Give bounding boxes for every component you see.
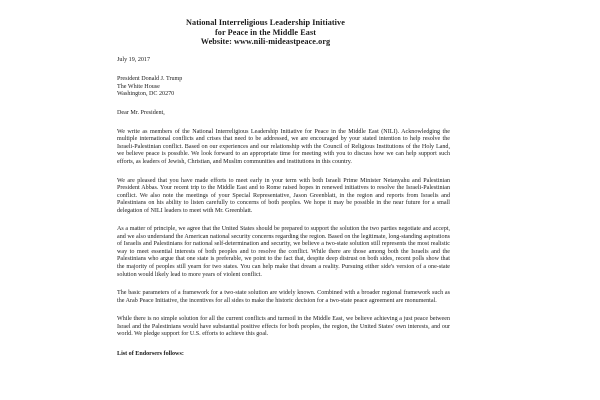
date-line: July 19, 2017 xyxy=(117,56,151,63)
body-paragraph: We are pleased that you have made efforts to meet early in your term with both Israeli Prime Minister Netanyahu and Palestinian President Abbas. Your recent trip to the Middle East and to Rome raised hopes in renewed initiatives to resolve the Israeli-Palestinian conflict. We also note the meetings of your Special Representative, Jason Greenblatt, in the region and reports from Israelis and Palestinians on his ability to listen carefully to concerns of both peoples. We hope it may be possible in the near future for a small delegation of NILI leaders to meet with Mr. Greenblatt. xyxy=(117,177,450,214)
body-paragraph: We write as members of the National Interreligious Leadership Initiative for Peace in the Middle East (NILI). Acknowledging the multiple international conflicts and crises that need to be addressed, we are encouraged by your stated intention to help resolve the Israeli-Palestinian conflict. Based on our experiences and our relationship with the Council of Religious Institutions of the Holy Land, we believe peace is possible. We look forward to an appropriate time for meeting with you to discuss how we can help support such efforts, as leaders of Jewish, Christian, and Muslim communities and institutions in this country. xyxy=(117,128,450,165)
recipient-address-block xyxy=(117,76,450,98)
letterhead-line-2: for Peace in the Middle East xyxy=(214,27,317,37)
body-paragraph: As a matter of principle, we agree that the United States should be prepared to support the solution the two parties negotiate and accept, and we also understand the American national security concerns regarding the region. Based on the legitimate, long-standing aspirations of Israelis and Palestinians for national self-determination and security, we believe a two-state solution still represents the most realistic way to meet essential interests of both peoples and to resolve the conflict. While there are those among both the Israelis and the Palestinians who argue that one state is preferable, we point to the fact that, despite deep distrust on both sides, recent polls show that the majority of peoples still yearn for two states. You can help make that dream a reality. Pursuing either side's version of a one-state solution would likely lead to more years of violent conflict. xyxy=(117,226,450,278)
body-paragraph: While there is no simple solution for all the current conflicts and turmoil in the Middle East, we believe achieving a just peace between Israel and the Palestinians would have substantial positive effects for both peoples, the region, the United States' own interests, and our world. We pledge support for U.S. efforts to achieve this goal. xyxy=(117,316,450,338)
body-paragraph: The basic parameters of a framework for a two-state solution are widely known. Combined with a broader regional framework such as the Arab Peace Initiative, the incentives for all sides to make the historic decision for a two-state peace agreement are monumental. xyxy=(117,290,450,304)
salutation: Dear Mr. President, xyxy=(117,110,165,117)
letterhead-line-1: National Interreligious Leadership Initiative xyxy=(186,18,345,27)
recipient-address-line-2: Washington, DC 20270 xyxy=(117,91,175,97)
recipient-address-line-1: The White House xyxy=(117,83,160,90)
letterhead-website: Website: www.nili-mideastpeace.org xyxy=(200,37,331,47)
letterhead xyxy=(81,18,450,47)
endorsers-note: List of Endorsers follows: xyxy=(117,350,184,357)
recipient-name: President Donald J. Trump xyxy=(117,76,183,83)
